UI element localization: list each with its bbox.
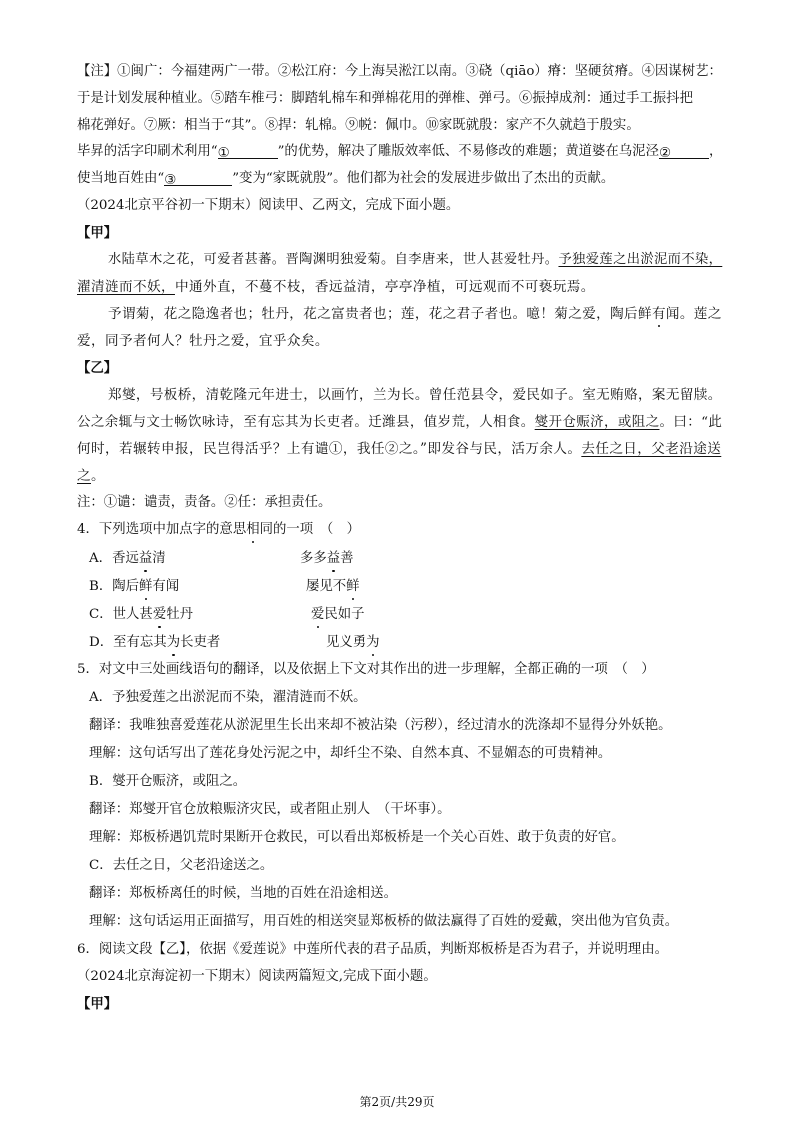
jia-text-2: 中通外直，不蔓不枝，香远益清，亭亭净植，可远观而不可亵玩焉。: [174, 279, 595, 295]
q5-c-translation: 翻译：郑板桥离任的时候，当地的百姓在沿途相送。: [89, 886, 397, 901]
q6-stem: 6．阅读文段【乙】，依据《爱莲说》中莲所代表的君子品质，判断郑板桥是否为君子，并说明理由。: [77, 942, 669, 957]
q4-a-right-tail: 善: [340, 551, 354, 566]
q4-b-right-text: 屡见不: [306, 579, 347, 594]
notes-line-1: 【注】①闽广：今福建两广一带。②松江府：今上海吴淞江以南。③硗（qiāo）瘠：坚硬贫瘠。④因谋树艺：: [77, 64, 722, 79]
jia-line-2: [77, 278, 595, 296]
jia2-label: 【甲】: [77, 996, 118, 1012]
q4-option-c-right: [311, 606, 365, 624]
fill-in-line-1: [77, 143, 722, 161]
yi-text-3a: 何时，若辗转申报，民岂得活乎？上有谴①，我任②之。”即发谷与民，活万余人。: [77, 441, 582, 457]
q4-a-right-text: 多多: [300, 551, 327, 566]
q4-d-label: D．: [89, 635, 114, 650]
jia-line-4: 爱，同予者何人？牡丹之爱，宜乎众矣。: [77, 333, 329, 349]
q4-b-left-text: 陶后: [112, 579, 140, 594]
q4-c-right-dot: 爱: [311, 607, 325, 622]
q5-option-b[interactable]: B．燮开仓赈济，或阻之。: [89, 774, 247, 789]
jia-label: 【甲】: [77, 225, 118, 241]
blank-1-number: ①: [217, 146, 230, 161]
yi-line-2: [77, 413, 722, 431]
blank-3-number: ③: [164, 173, 177, 188]
q5-option-c[interactable]: C．去任之日，父老沿途送之。: [89, 858, 274, 873]
yi-underline-2: 去任之日，父老沿途送: [581, 441, 722, 457]
q4-stem-dotted: 相: [246, 522, 260, 537]
q4-b-left-tail: 有闻: [152, 579, 180, 594]
q4-stem-a: 4．下列选项中加点字的意思: [77, 522, 247, 537]
q4-d-left-dot: 为: [166, 635, 181, 650]
q4-d-right-dot: 为: [366, 635, 380, 650]
yi-underline-1: 燮开仓赈济，或阻之: [534, 414, 660, 430]
notes-line-3: 棉花弹好。⑦厥：相当于“其”。⑧捍：轧棉。⑨帨：佩巾。⑩家既就殷：家产不久就趋于殷实。: [77, 118, 640, 133]
q4-option-b[interactable]: [89, 578, 179, 596]
q4-a-left-dot: 益: [138, 551, 153, 566]
q4-a-right-dot: 益: [326, 551, 341, 566]
q4-c-right-tail: 民如子: [324, 607, 365, 622]
fill-in-text-d: ，: [708, 144, 723, 159]
q4-d-left-text: 至有忘其: [113, 635, 167, 650]
q4-a-left-text: 香远: [112, 551, 139, 566]
q4-option-b-right: [306, 578, 360, 596]
jia-underline-1: 予独爱莲之出淤泥而不染，: [558, 252, 723, 267]
page-footer: 第2页/共29页: [359, 1095, 435, 1109]
blank-3[interactable]: [164, 172, 232, 186]
yi-text-2b: 。曰：“此: [659, 414, 723, 430]
yi-line-3: [77, 440, 721, 458]
q5-b-understanding: 理解：郑板桥遇饥荒时果断开仓救民，可以看出郑板桥是一个关心百姓、敢于负责的好官。: [89, 830, 625, 845]
yi-text-4b: 。: [91, 468, 105, 484]
q4-b-left-dot: 鲜: [139, 579, 153, 594]
q4-c-label: C．: [89, 607, 113, 622]
q5-b-translation: 翻译：郑燮开官仓放粮赈济灾民，或者阻止别人 （干坏事）。: [89, 802, 451, 817]
q5-a-translation: 翻译：我唯独喜爱莲花从淤泥里生长出来却不被沾染（污秽），经过清水的洗涤却不显得分外妖艳。: [89, 718, 672, 733]
q4-option-d[interactable]: [89, 634, 220, 652]
source-pinggu: （2024北京平谷初一下期末）阅读甲、乙两文，完成下面小题。: [77, 198, 460, 213]
q4-option-a[interactable]: [89, 550, 166, 568]
q4-c-left-tail: 牡丹: [166, 607, 193, 622]
fill-in-text-a: 毕昇的活字印刷术利用“: [77, 144, 218, 159]
jia-dotted-char: 有: [651, 306, 666, 322]
fill-in-line-2: [77, 170, 614, 188]
q4-d-left-tail: 长吏者: [180, 635, 221, 650]
yi-label: 【乙】: [77, 360, 118, 376]
q5-stem: 5．对文中三处画线语句的翻译，以及依据上下文对其作出的进一步理解，全都正确的一项 （ ）: [77, 662, 655, 677]
q4-option-a-right: [300, 550, 354, 568]
q5-option-a[interactable]: A．予独爱莲之出淤泥而不染，濯清涟而不妖。: [89, 690, 367, 705]
q4-c-left-text: 世人甚: [112, 607, 153, 622]
blank-2[interactable]: [659, 145, 709, 159]
jia-text-1: 水陆草木之花，可爱者甚蕃。晋陶渊明独爱菊。自李唐来，世人甚爱牡丹。: [108, 252, 559, 267]
jia-line-1: [108, 251, 722, 269]
fill-in-text-f: ”变为“家既就殷”。他们都为社会的发展进步做出了杰出的贡献。: [232, 171, 615, 186]
jia-underline-2: 濯清涟而不妖，: [77, 279, 175, 295]
q5-a-understanding: 理解：这句话写出了莲花身处污泥之中，却纤尘不染、自然本真、不显媚态的可贵精神。: [89, 746, 612, 761]
q4-stem: [77, 521, 360, 539]
yi-line-4: [77, 467, 105, 485]
jia-text-4: 闻。莲之: [665, 306, 722, 322]
yi-note: 注：①谴：谴责，责备。②任：承担责任。: [77, 495, 332, 510]
q4-option-d-right: [326, 634, 380, 652]
yi-underline-3: 之: [77, 468, 91, 484]
fill-in-text-e: 使当地百姓由“: [77, 171, 165, 186]
q4-b-right-dot: 鲜: [346, 579, 360, 594]
q4-c-left-dot: 爱: [152, 607, 167, 622]
q4-a-left-tail: 清: [152, 551, 166, 566]
yi-line-1: 郑燮，号板桥，清乾隆元年进士，以画竹，兰为长。曾任范县令，爱民如子。室无贿赂，案无留牍。: [108, 387, 722, 403]
blank-1[interactable]: [218, 145, 278, 159]
q4-stem-b: 同的一项 （ ）: [259, 522, 361, 537]
q4-d-right-text: 见义勇: [326, 635, 367, 650]
notes-line-2: 于是计划发展种植业。⑤踏车椎弓：脚踏轧棉车和弹棉花用的弹椎、弹弓。⑥振掉成剂：通过手工振抖把: [77, 91, 693, 106]
jia-text-3: 予谓菊，花之隐逸者也；牡丹，花之富贵者也；莲，花之君子者也。噫！菊之爱，陶后鲜: [108, 306, 652, 322]
source-haidian: （2024北京海淀初一下期末）阅读两篇短文,完成下面小题。: [77, 969, 437, 984]
blank-2-number: ②: [658, 146, 671, 161]
q4-b-label: B．: [89, 579, 113, 594]
q5-c-understanding: 理解：这句话运用正面描写，用百姓的相送突显郑板桥的做法赢得了百姓的爱戴，突出他为官负责。: [89, 914, 679, 929]
q4-option-c[interactable]: [89, 606, 193, 624]
jia-line-3: [108, 305, 722, 323]
yi-text-2a: 公之余辄与文士畅饮咏诗，至有忘其为长吏者。迁潍县，值岁荒，人相食。: [77, 414, 535, 430]
fill-in-text-c: ”的优势，解决了雕版效率低、不易修改的难题；黄道婆在乌泥泾: [277, 144, 659, 159]
q4-a-label: A．: [89, 551, 113, 566]
